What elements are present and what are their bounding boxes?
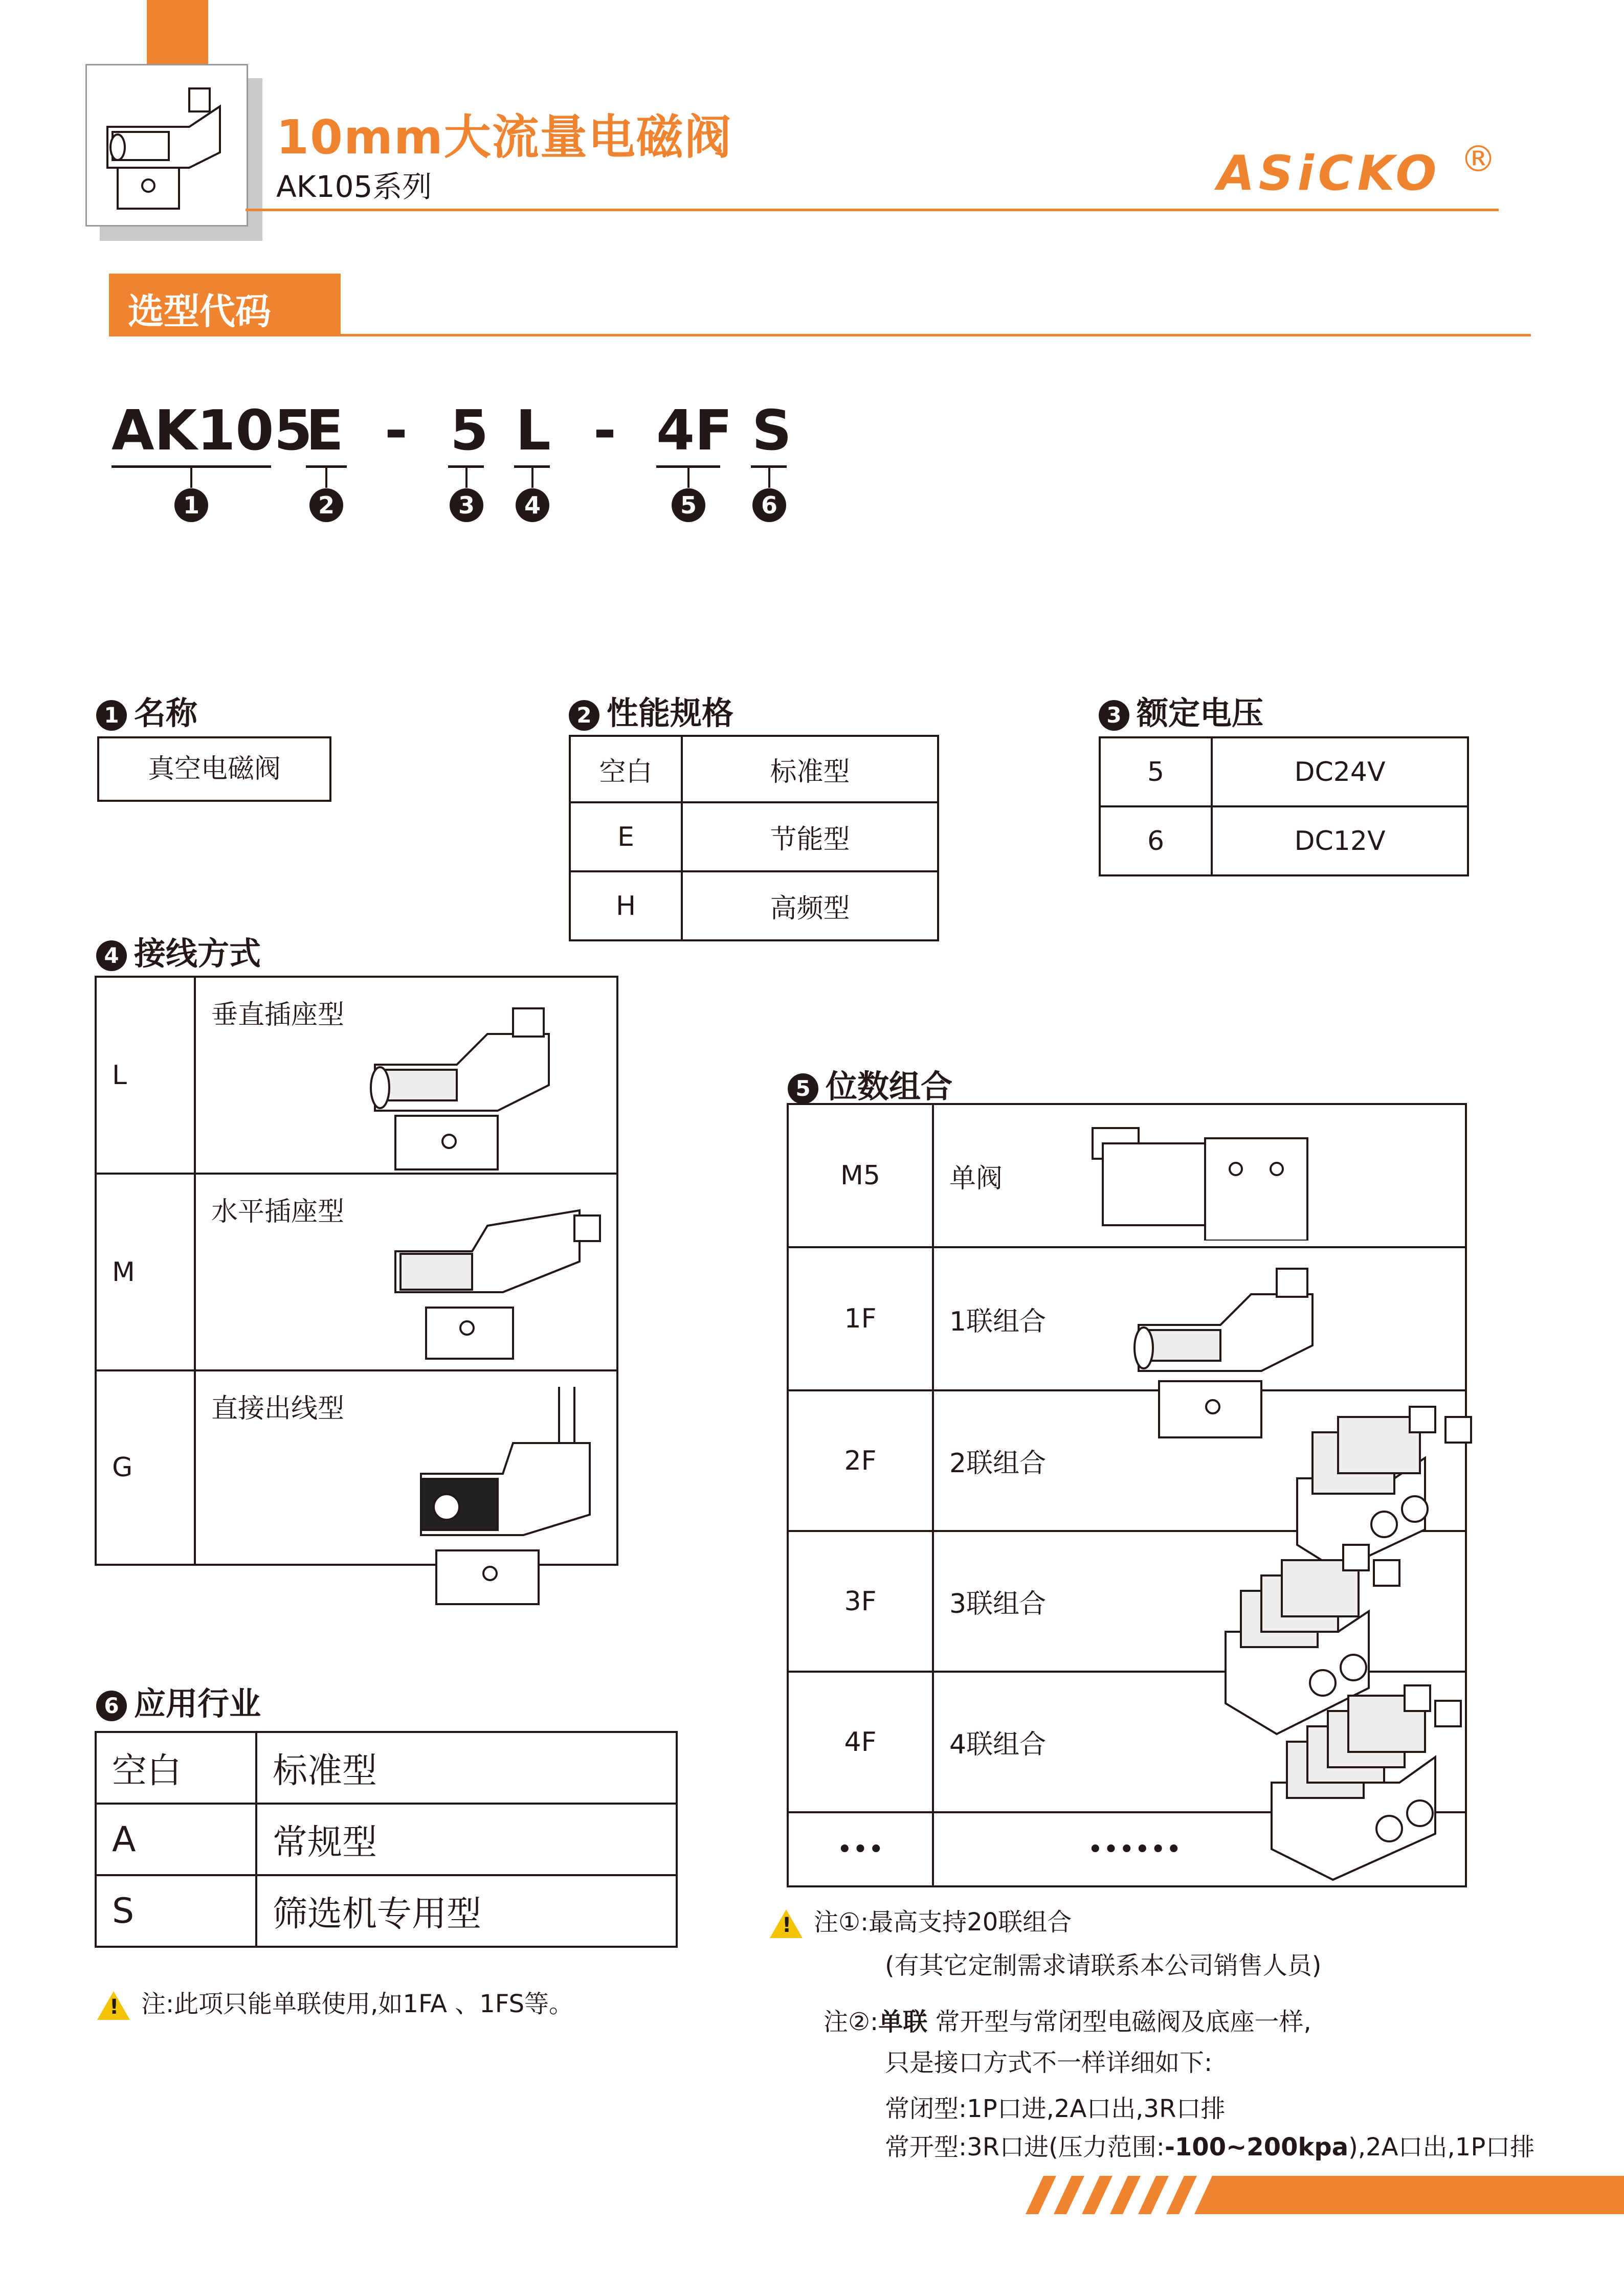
table-row bbox=[570, 736, 938, 802]
wiring-label: 垂直插座型 bbox=[211, 1000, 345, 1030]
marker-4: 4 bbox=[96, 940, 127, 971]
marker-5: 5 bbox=[788, 1073, 818, 1104]
code-tick bbox=[768, 466, 770, 488]
voltage-label: DC12V bbox=[1212, 806, 1468, 875]
code-tick bbox=[465, 466, 468, 488]
header-accent-bar bbox=[147, 0, 208, 66]
name-heading: 1 名称 bbox=[96, 688, 197, 733]
table-row bbox=[96, 1732, 677, 1804]
spec-code: H bbox=[570, 871, 682, 940]
combo-heading: 5 位数组合 bbox=[788, 1061, 952, 1107]
code-tick bbox=[325, 466, 327, 488]
marker-3: 3 bbox=[450, 488, 483, 522]
code-tick bbox=[687, 466, 689, 488]
code-tick bbox=[190, 466, 192, 488]
wiring-label: 水平插座型 bbox=[211, 1197, 345, 1227]
combo-ellipsis: •••••• bbox=[933, 1812, 1466, 1886]
name-value: 真空电磁阀 bbox=[147, 754, 281, 784]
combo-code: 4F bbox=[788, 1672, 933, 1812]
voltage-heading: 3 额定电压 bbox=[1099, 688, 1263, 733]
table-row bbox=[570, 802, 938, 871]
spec-label: 高频型 bbox=[682, 871, 938, 940]
table-row bbox=[96, 977, 617, 1174]
combo-cell bbox=[933, 1390, 1466, 1531]
marker-6: 6 bbox=[752, 488, 786, 522]
spec-code: 空白 bbox=[570, 736, 682, 802]
code-tick bbox=[531, 466, 533, 488]
table-row bbox=[570, 871, 938, 940]
industry-code: S bbox=[96, 1875, 256, 1947]
wiring-code: L bbox=[96, 977, 195, 1174]
combo-label: 3联组合 bbox=[949, 1589, 1047, 1619]
wiring-code: G bbox=[96, 1370, 195, 1565]
spec-label: 标准型 bbox=[682, 736, 938, 802]
table-row bbox=[788, 1672, 1466, 1812]
wiring-code: M bbox=[96, 1174, 195, 1370]
note-2-line-2: 只是接口方式不一样详细如下: bbox=[885, 2049, 1213, 2077]
marker-1: 1 bbox=[96, 700, 127, 731]
combo-code: 1F bbox=[788, 1247, 933, 1390]
note-1-line-2: (有其它定制需求请联系本公司销售人员) bbox=[885, 1951, 1322, 1980]
table-row bbox=[788, 1390, 1466, 1531]
page-title: 10mm大流量电磁阀 bbox=[276, 110, 732, 165]
voltage-table bbox=[1099, 736, 1469, 876]
wiring-label: 直接出线型 bbox=[211, 1393, 345, 1424]
table-row bbox=[788, 1531, 1466, 1672]
note-2: 注②:单联 常开型与常闭型电磁阀及底座一样, bbox=[824, 2008, 1311, 2036]
combo-label: 1联组合 bbox=[949, 1306, 1047, 1337]
industry-label: 筛选机专用型 bbox=[256, 1875, 677, 1947]
section-divider bbox=[109, 334, 1531, 336]
table-row bbox=[96, 1804, 677, 1875]
marker-6: 6 bbox=[96, 1691, 127, 1721]
page-subtitle: AK105系列 bbox=[276, 169, 432, 204]
header-divider bbox=[246, 209, 1499, 211]
spec-label: 节能型 bbox=[682, 802, 938, 871]
spec-code: E bbox=[570, 802, 682, 871]
marker-2: 2 bbox=[569, 700, 599, 731]
four-unit-combo-icon bbox=[1266, 1680, 1497, 1885]
code-separator: - bbox=[385, 399, 408, 463]
spec-table bbox=[569, 735, 939, 941]
marker-1: 1 bbox=[174, 488, 208, 522]
section-title: 选型代码 bbox=[128, 290, 271, 332]
industry-table bbox=[95, 1731, 678, 1948]
note-2-line-3: 常闭型:1P口进,2A口出,3R口排 bbox=[885, 2095, 1226, 2123]
spec-heading: 2 性能规格 bbox=[569, 688, 733, 733]
vertical-socket-valve-icon bbox=[365, 993, 580, 1172]
registered-mark: ® bbox=[1460, 138, 1496, 180]
wiring-cell bbox=[195, 1370, 617, 1565]
note-2-line-4: 常开型:3R口进(压力范围:-100~200kpa),2A口出,1P口排 bbox=[885, 2133, 1535, 2162]
combo-table bbox=[787, 1103, 1467, 1887]
combo-cell bbox=[933, 1531, 1466, 1672]
industry-code: A bbox=[96, 1804, 256, 1875]
code-part-voltage: 5 bbox=[450, 399, 489, 463]
marker-5: 5 bbox=[672, 488, 705, 522]
warning-icon bbox=[770, 1909, 803, 1938]
wiring-table bbox=[95, 976, 618, 1566]
voltage-code: 5 bbox=[1100, 737, 1212, 806]
table-row bbox=[96, 1875, 677, 1947]
combo-label: 2联组合 bbox=[949, 1448, 1047, 1479]
note-left: !注:此项只能单联使用,如1FA 、1FS等。 bbox=[97, 1984, 573, 2020]
note-1: !注①:最高支持20联组合 bbox=[770, 1902, 1072, 1938]
table-row bbox=[96, 1174, 617, 1370]
product-thumbnail bbox=[85, 64, 248, 227]
footer-stripes bbox=[1015, 2176, 1624, 2214]
valve-icon bbox=[87, 65, 247, 225]
code-part-industry: S bbox=[752, 399, 792, 463]
industry-label: 标准型 bbox=[256, 1732, 677, 1804]
combo-code: M5 bbox=[788, 1104, 933, 1247]
marker-2: 2 bbox=[309, 488, 343, 522]
single-valve-icon bbox=[1087, 1123, 1333, 1241]
wiring-cell bbox=[195, 977, 617, 1174]
marker-3: 3 bbox=[1099, 700, 1129, 731]
table-row bbox=[788, 1247, 1466, 1390]
table-row bbox=[1100, 806, 1468, 875]
table-row bbox=[788, 1104, 1466, 1247]
combo-label: 单阀 bbox=[949, 1163, 1003, 1194]
voltage-label: DC24V bbox=[1212, 737, 1468, 806]
industry-heading: 6 应用行业 bbox=[96, 1678, 261, 1724]
wiring-cell bbox=[195, 1174, 617, 1370]
name-value-box bbox=[97, 736, 331, 802]
marker-4: 4 bbox=[516, 488, 549, 522]
industry-code: 空白 bbox=[96, 1732, 256, 1804]
code-part-series: AK105 bbox=[112, 399, 313, 463]
table-row bbox=[1100, 737, 1468, 806]
wiring-heading: 4 接线方式 bbox=[96, 928, 261, 974]
combo-ellipsis: ••• bbox=[788, 1812, 933, 1886]
combo-cell bbox=[933, 1672, 1466, 1812]
industry-label: 常规型 bbox=[256, 1804, 677, 1875]
brand-logo: ASiCKO bbox=[1217, 146, 1441, 201]
combo-code: 3F bbox=[788, 1531, 933, 1672]
code-part-combo: 4F bbox=[656, 399, 732, 463]
combo-cell bbox=[933, 1104, 1466, 1247]
direct-wire-valve-icon bbox=[406, 1382, 610, 1607]
code-part-spec: E bbox=[306, 399, 344, 463]
horizontal-socket-valve-icon bbox=[385, 1190, 610, 1364]
combo-cell bbox=[933, 1247, 1466, 1390]
code-part-wiring: L bbox=[516, 399, 551, 463]
warning-icon bbox=[97, 1991, 130, 2020]
combo-code: 2F bbox=[788, 1390, 933, 1531]
table-row bbox=[96, 1370, 617, 1565]
voltage-code: 6 bbox=[1100, 806, 1212, 875]
code-separator: - bbox=[593, 399, 616, 463]
combo-label: 4联组合 bbox=[949, 1729, 1047, 1760]
